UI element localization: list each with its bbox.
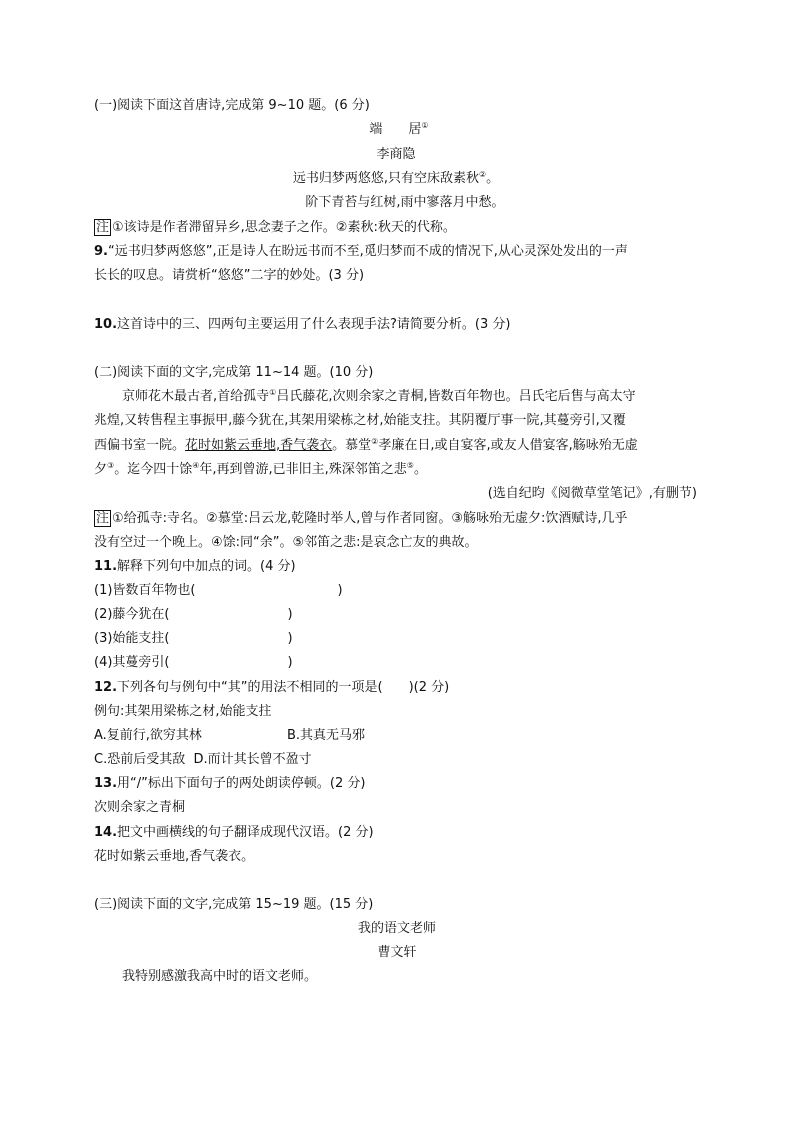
section3-header: (三)阅读下面的文字,完成第 15~19 题。(15 分) bbox=[94, 897, 374, 912]
q13-text: 用“/”标出下面句子的两处朗读停顿。(2 分) bbox=[117, 776, 366, 791]
q11-item-1-text: (1)皆数百年物也( bbox=[94, 583, 196, 598]
poem-title-note: ① bbox=[421, 121, 429, 130]
q12-option-c[interactable]: C.恐前后受其敌 bbox=[94, 752, 186, 767]
poem-title bbox=[369, 121, 428, 139]
poem-line-2: 阶下青苔与红树,雨中寥落月中愁。 bbox=[305, 195, 505, 210]
passage-1a: 京师花木最古者,首给孤寺 bbox=[122, 389, 270, 404]
passage-line-1 bbox=[122, 388, 636, 406]
passage-line-2: 兆煌,又转售程主事振甲,藤今犹在,其架用梁栋之材,始能支拄。其阴覆厅事一院,其蔓旁引,又覆 bbox=[94, 413, 626, 428]
passage-note-5: ⑤ bbox=[406, 461, 414, 470]
q11-item-1-close: ) bbox=[337, 583, 343, 598]
passage-note-4: ④ bbox=[192, 461, 200, 470]
q10 bbox=[94, 316, 510, 334]
q12-option-b[interactable]: B.其真无马邪 bbox=[287, 728, 366, 743]
section2-note-1 bbox=[94, 510, 628, 528]
passage-4d: 。 bbox=[413, 462, 427, 477]
q11-item-4 bbox=[94, 654, 293, 672]
passage-note-1: ① bbox=[269, 388, 277, 397]
underlined-sentence: 花时如紫云垂地,香气袭衣 bbox=[185, 438, 333, 453]
note-mark: 注 bbox=[96, 220, 110, 235]
q11-item-2-close: ) bbox=[287, 607, 293, 622]
section1-header: (一)阅读下面这首唐诗,完成第 9~10 题。(6 分) bbox=[94, 98, 370, 113]
poem-line-1 bbox=[293, 170, 499, 188]
q12-options-cd bbox=[94, 751, 312, 769]
q14-number: 14. bbox=[94, 825, 118, 840]
q12-text: 下列各句与例句中“其”的用法不相同的一项是( )(2 分) bbox=[117, 680, 450, 695]
article-title: 我的语文老师 bbox=[357, 921, 437, 936]
q11 bbox=[94, 558, 296, 576]
poem-line-1-end: 。 bbox=[486, 171, 500, 186]
q14-text: 把文中画横线的句子翻译成现代汉语。(2 分) bbox=[117, 825, 374, 840]
passage-3b: 。慕堂 bbox=[332, 438, 372, 453]
q9-number: 9. bbox=[94, 244, 108, 259]
q12-option-a[interactable]: A.复前行,欲穷其林 bbox=[94, 728, 202, 743]
passage-3a: 西偏书室一院。 bbox=[94, 438, 186, 453]
passage-4b: 。迄今四十馀 bbox=[114, 462, 193, 477]
q10-text: 这首诗中的三、四两句主要运用了什么表现手法?请简要分析。(3 分) bbox=[117, 317, 511, 332]
q13 bbox=[94, 775, 365, 793]
q11-item-2 bbox=[94, 606, 293, 624]
q13-sentence: 次则余家之青桐 bbox=[94, 800, 186, 815]
poem-line-1-text: 远书归梦两悠悠,只有空床敌素秋 bbox=[292, 171, 479, 186]
q12 bbox=[94, 679, 449, 697]
q9-line-1 bbox=[94, 243, 628, 261]
q11-item-1 bbox=[94, 582, 343, 600]
q10-number: 10. bbox=[94, 317, 118, 332]
q13-number: 13. bbox=[94, 776, 118, 791]
section2-note-text-1: ①给孤寺:寺名。②慕堂:吕云龙,乾隆时举人,曾与作者同窗。③觞咏殆无虚夕:饮酒赋诗,几乎 bbox=[112, 511, 628, 526]
q12-example: 例句:其架用梁栋之材,始能支拄 bbox=[94, 704, 272, 719]
passage-source: (选自纪昀《阅微草堂笔记》,有删节) bbox=[487, 486, 697, 501]
article-author: 曹文轩 bbox=[377, 945, 417, 960]
article-paragraph-1: 我特别感激我高中时的语文老师。 bbox=[122, 969, 318, 984]
section2-header: (二)阅读下面的文字,完成第 11~14 题。(10 分) bbox=[94, 365, 374, 380]
q12-option-d[interactable]: D.而计其长曾不盈寸 bbox=[193, 752, 312, 767]
q14 bbox=[94, 824, 374, 842]
poem-title-text: 端 居 bbox=[369, 122, 422, 137]
q11-item-3-text: (3)始能支拄( bbox=[94, 631, 170, 646]
passage-note-3: ③ bbox=[107, 461, 115, 470]
passage-4c: 年,再到曾游,已非旧主,殊深邻笛之悲 bbox=[199, 462, 407, 477]
q9-line-2: 长长的叹息。请赏析“悠悠”二字的妙处。(3 分) bbox=[94, 268, 365, 283]
passage-3c: 孝廉在日,或自宴客,或友人借宴客,觞咏殆无虚 bbox=[378, 438, 638, 453]
passage-line-4 bbox=[94, 461, 427, 479]
q11-number: 11. bbox=[94, 559, 118, 574]
q14-sentence: 花时如紫云垂地,香气袭衣。 bbox=[94, 849, 255, 864]
passage-4a: 夕 bbox=[94, 462, 108, 477]
q9-text-1: “远书归梦两悠悠”,正是诗人在盼远书而不至,觅归梦而不成的情况下,从心灵深处发出的一声 bbox=[107, 244, 628, 259]
poem-line-1-note: ② bbox=[478, 170, 487, 179]
poem-author: 李商隐 bbox=[376, 147, 416, 162]
q11-item-3-close: ) bbox=[287, 631, 293, 646]
q11-item-2-text: (2)藤今犹在( bbox=[94, 607, 170, 622]
passage-1b: 吕氏藤花,次则余家之青桐,皆数百年物也。吕氏宅后售与高太守 bbox=[276, 389, 636, 404]
section1-note-text: ①该诗是作者滞留异乡,思念妻子之作。②素秋:秋天的代称。 bbox=[112, 220, 456, 235]
note-mark: 注 bbox=[96, 511, 110, 526]
q11-item-4-text: (4)其蔓旁引( bbox=[94, 655, 170, 670]
q11-item-3 bbox=[94, 630, 293, 648]
passage-line-3 bbox=[94, 437, 638, 455]
section1-note bbox=[94, 219, 456, 237]
q11-text: 解释下列句中加点的词。(4 分) bbox=[117, 559, 296, 574]
passage-note-2: ② bbox=[371, 437, 379, 446]
q12-number: 12. bbox=[94, 680, 118, 695]
q11-item-4-close: ) bbox=[287, 655, 293, 670]
section2-note-2: 没有空过一个晚上。④馀:同“余”。⑤邻笛之悲:是哀念亡友的典故。 bbox=[94, 535, 478, 550]
